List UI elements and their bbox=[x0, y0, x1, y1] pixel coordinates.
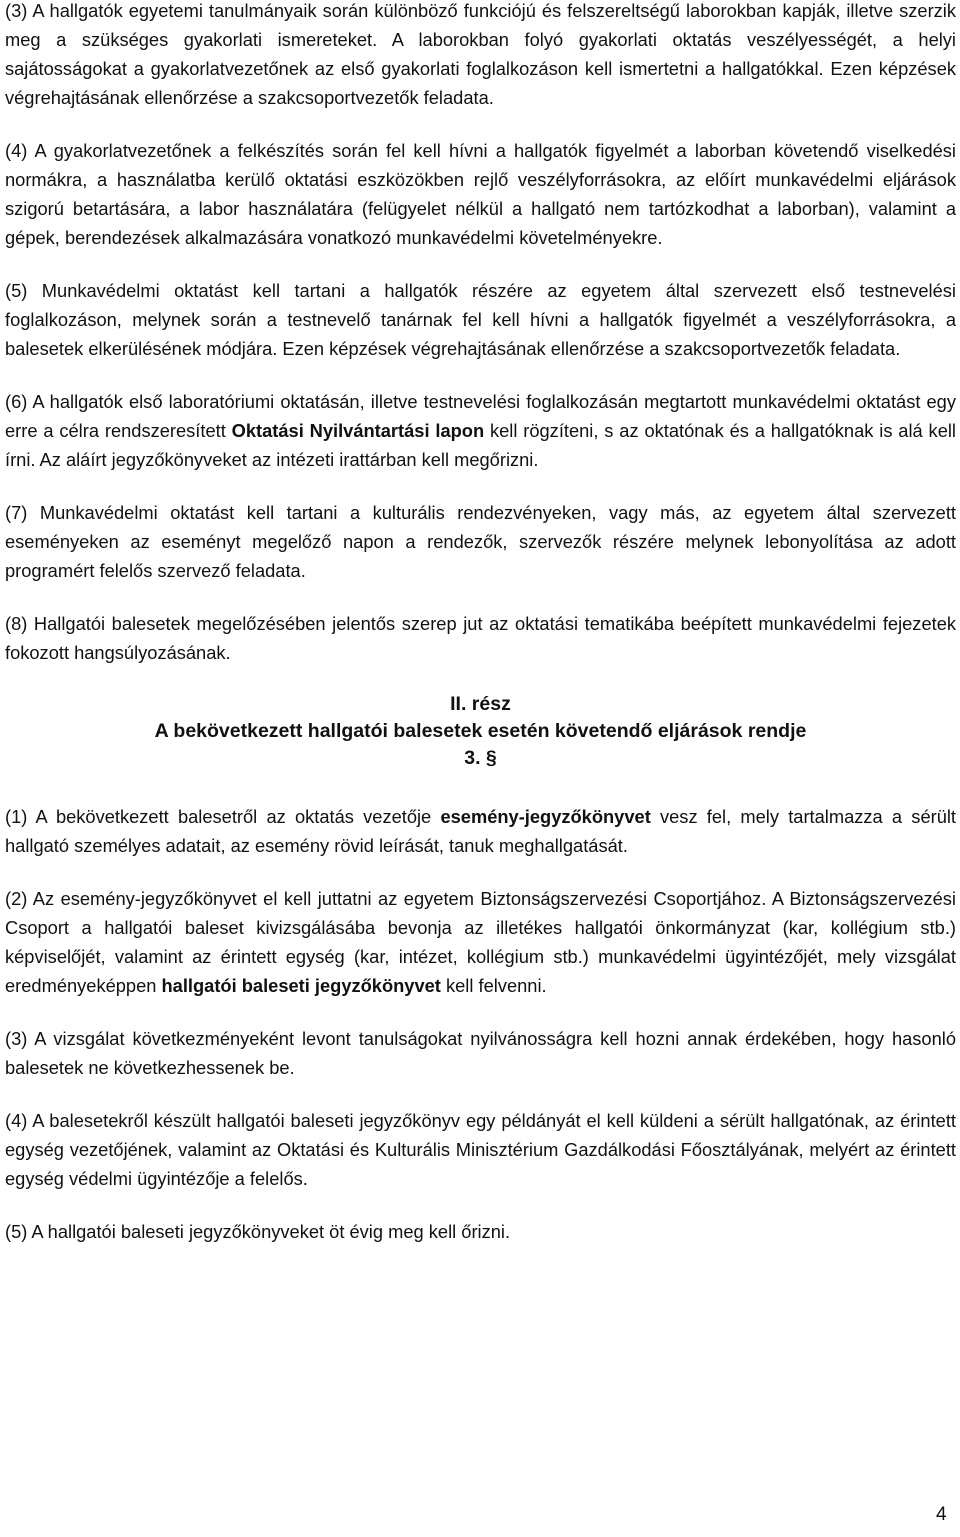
part-subtitle: A bekövetkezett hallgatói balesetek esetén követendő eljárások rendje bbox=[154, 720, 807, 742]
paragraph-4: (4) A gyakorlatvezetőnek a felkészítés során fel kell hívni a hallgatók figyelmét a laborban követendő viselkedési normákra, a használatba kerülő oktatási eszközökben rejlő veszélyforrásokra, az előírt munkavédelmi eljárások szigorú betartására, a labor használatára (felügyelet nélkül a hallgató nem tartózkodhat a laborban), valamint a gépek, berendezések alkalmazására vonatkozó munkavédelmi követelményekre. bbox=[5, 140, 956, 248]
paragraph-8: (8) Hallgatói balesetek megelőzésében jelentős szerep jut az oktatási tematikába beépített munkavédelmi fejezetek fokozott hangsúlyozásának. bbox=[5, 613, 956, 663]
section3-paragraph-4: (4) A balesetekről készült hallgatói baleseti jegyzőkönyv egy példányát el kell küldeni a sérült hallgatónak, az érintett egység vezetőjének, valamint az Oktatási és Kulturális Minisztérium Gazdálkodási Főosztályának, melyért az érintett egység védelmi ügyintézője a felelős. bbox=[5, 1110, 956, 1189]
paragraph-6-text-start: (6) A hallgatók első laboratóriumi oktatásán, illetve testnevelési foglalkozásán megtartott munkavédelmi oktatást egy erre a célra rendszeresített bbox=[5, 391, 956, 441]
paragraph-3: (3) A hallgatók egyetemi tanulmányaik során különböző funkciójú és felszereltségű laborokban kapják, illetve szerzik meg a szükséges gyakorlati ismereteket. A laborokban folyó gyakorlati oktatás veszélyességét, a helyi sajátosságokat a gyakorlatvezetőnek az első gyakorlati foglalkozáson kell ismertetni a hallgatókkal. Ezen képzések végrehajtásának ellenőrzése a szakcsoportvezetők feladata. bbox=[5, 0, 956, 108]
section3-paragraph-1 bbox=[5, 802, 956, 860]
paragraph-6-bold-term: Oktatási Nyilvántartási lapon bbox=[231, 420, 485, 441]
part-title: II. rész bbox=[450, 693, 511, 715]
section3-paragraph-1-text-end: vesz fel, mely tartalmazza a sérült hallgató személyes adatait, az esemény rövid leírását, tanuk meghallgatását. bbox=[5, 806, 957, 856]
paragraph-5: (5) Munkavédelmi oktatást kell tartani a hallgatók részére az egyetem által szervezett első testnevelési foglalkozáson, melynek során a testnevelő tanárnak fel kell hívni a hallgatók figyelmét a veszélyforrásokra, a balesetek elkerülésének módjára. Ezen képzések végrehajtásának ellenőrzése a szakcsoportvezetők feladata. bbox=[5, 280, 956, 359]
paragraph-6 bbox=[5, 387, 956, 474]
section3-paragraph-5: (5) A hallgatói baleseti jegyzőkönyveket öt évig meg kell őrizni. bbox=[5, 1221, 511, 1242]
paragraph-7: (7) Munkavédelmi oktatást kell tartani a kulturális rendezvényeken, vagy más, az egyetem által szervezett eseményeken az eseményt megelőző napon a rendezők, szervezők részére melynek lebonyolítása az adott programért felelős szervező feladata. bbox=[5, 502, 956, 581]
section-heading bbox=[5, 691, 956, 772]
paragraph-6-text-end: kell rögzíteni, s az oktatónak és a hallgatóknak is alá kell írni. Az aláírt jegyzőkönyveket az intézeti irattárban kell megőrizni. bbox=[5, 420, 956, 470]
section3-paragraph-1-text-start: (1) A bekövetkezett balesetről az oktatás vezetője bbox=[5, 806, 441, 827]
section-number: 3. § bbox=[464, 747, 497, 769]
document-page bbox=[5, 0, 956, 1270]
page-number: 4 bbox=[936, 1504, 947, 1525]
section3-paragraph-2-bold-term: hallgatói baleseti jegyzőkönyvet bbox=[161, 975, 441, 996]
section3-paragraph-2-text-start: (2) Az esemény-jegyzőkönyvet el kell juttatni az egyetem Biztonságszervezési Csoportjához. A Biztonságszervezési Csoport a hallgatói baleset kivizsgálásába bevonja az illetékes hallgatói önkormányzat (kar, kollégium stb.) képviselőjét, valamint az érintett egység (kar, intézet, kollégium stb.) munkavédelmi ügyintézőjét, mely vizsgálat eredményeképpen bbox=[5, 888, 956, 996]
section3-paragraph-2-text-end: kell felvenni. bbox=[440, 975, 547, 996]
section3-paragraph-1-bold-term: esemény-jegyzőkönyvet bbox=[440, 806, 651, 827]
section3-paragraph-3: (3) A vizsgálat következményeként levont tanulságokat nyilvánosságra kell hozni annak érdekében, hogy hasonló balesetek ne következhessenek be. bbox=[5, 1028, 956, 1078]
section3-paragraph-2 bbox=[5, 884, 956, 1000]
